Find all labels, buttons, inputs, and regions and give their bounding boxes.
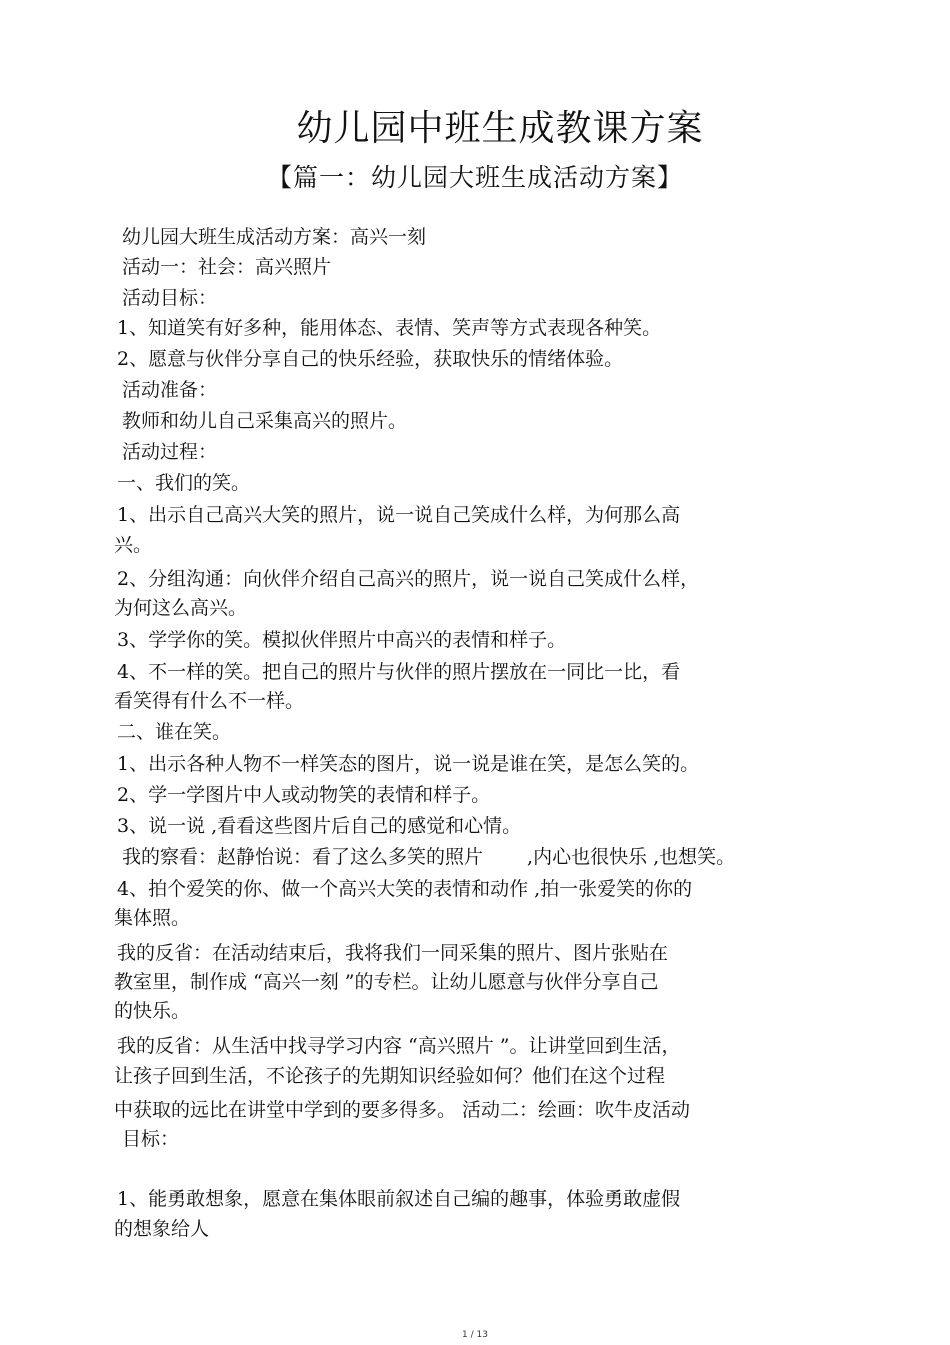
body-line: 活动准备： bbox=[122, 379, 218, 401]
body-line: 1、能勇敢想象，愿意在集体眼前叙述自己编的趣事，体验勇敢虚假 bbox=[117, 1188, 681, 1210]
body-line: 的快乐。 bbox=[114, 1000, 191, 1022]
body-line: 我的反省：在活动结束后，我将我们一同采集的照片、图片张贴在 bbox=[117, 942, 669, 964]
section-heading: 【篇一：幼儿园大班生成活动方案】 bbox=[266, 163, 683, 192]
body-line: 兴。 bbox=[114, 534, 153, 556]
body-line: 4、拍个爱笑的你、做一个高兴大笑的表情和动作 ,拍一张爱笑的你的 bbox=[117, 878, 693, 900]
body-line: 集体照。 bbox=[114, 907, 191, 929]
document-title: 幼儿园中班生成教课方案 bbox=[296, 108, 704, 149]
body-line: 目标： bbox=[122, 1128, 180, 1150]
body-line: 1、知道笑有好多种，能用体态、表情、笑声等方式表现各种笑。 bbox=[117, 317, 662, 339]
body-line: 一、我们的笑。 bbox=[117, 472, 251, 494]
body-line: 2、学一学图片中人或动物笑的表情和样子。 bbox=[117, 784, 491, 806]
body-line: 3、说一说 ,看看这些图片后自己的感觉和心情。 bbox=[117, 815, 522, 837]
body-line: 我的反省：从生活中找寻学习内容 “高兴照片 ”。让讲堂回到生活， bbox=[117, 1035, 681, 1057]
body-line: 活动一：社会：高兴照片 bbox=[122, 256, 332, 278]
body-line: 看笑得有什么不一样。 bbox=[114, 690, 305, 712]
body-line: 的想象给人 bbox=[114, 1218, 210, 1240]
body-line: 中获取的远比在讲堂中学到的要多得多。 活动二：绘画：吹牛皮活动 bbox=[114, 1099, 691, 1121]
body-line: 教师和幼儿自己采集高兴的照片。 bbox=[122, 410, 408, 432]
body-line: 3、学学你的笑。模拟伙伴照片中高兴的表情和样子。 bbox=[117, 629, 567, 651]
body-line: 1、出示各种人物不一样笑态的图片，说一说是谁在笑，是怎么笑的。 bbox=[117, 753, 700, 775]
body-line: 我的察看：赵静怡说：看了这么多笑的照片 ,内心也很快乐 ,也想笑。 bbox=[122, 846, 736, 868]
body-line: 活动目标： bbox=[122, 287, 218, 309]
body-line: 幼儿园大班生成活动方案：高兴一刻 bbox=[122, 226, 427, 248]
page-number: 1 / 13 bbox=[462, 1330, 488, 1340]
body-line: 2、分组沟通：向伙伴介绍自己高兴的照片，说一说自己笑成什么样， bbox=[117, 568, 700, 590]
body-line: 2、愿意与伙伴分享自己的快乐经验，获取快乐的情绪体验。 bbox=[117, 348, 624, 370]
body-line: 4、不一样的笑。把自己的照片与伙伴的照片摆放在一同比一比，看 bbox=[117, 661, 681, 683]
body-line: 让孩子回到生活，不论孩子的先期知识经验如何？他们在这个过程 bbox=[114, 1065, 666, 1087]
body-line: 为何这么高兴。 bbox=[114, 597, 248, 619]
body-line: 活动过程： bbox=[122, 441, 218, 463]
body-line: 教室里，制作成 “高兴一刻 ”的专栏。让幼儿愿意与伙伴分享自己 bbox=[114, 971, 659, 993]
body-line: 1、出示自己高兴大笑的照片，说一说自己笑成什么样，为何那么高 bbox=[117, 504, 681, 526]
body-line: 二、谁在笑。 bbox=[117, 721, 232, 743]
